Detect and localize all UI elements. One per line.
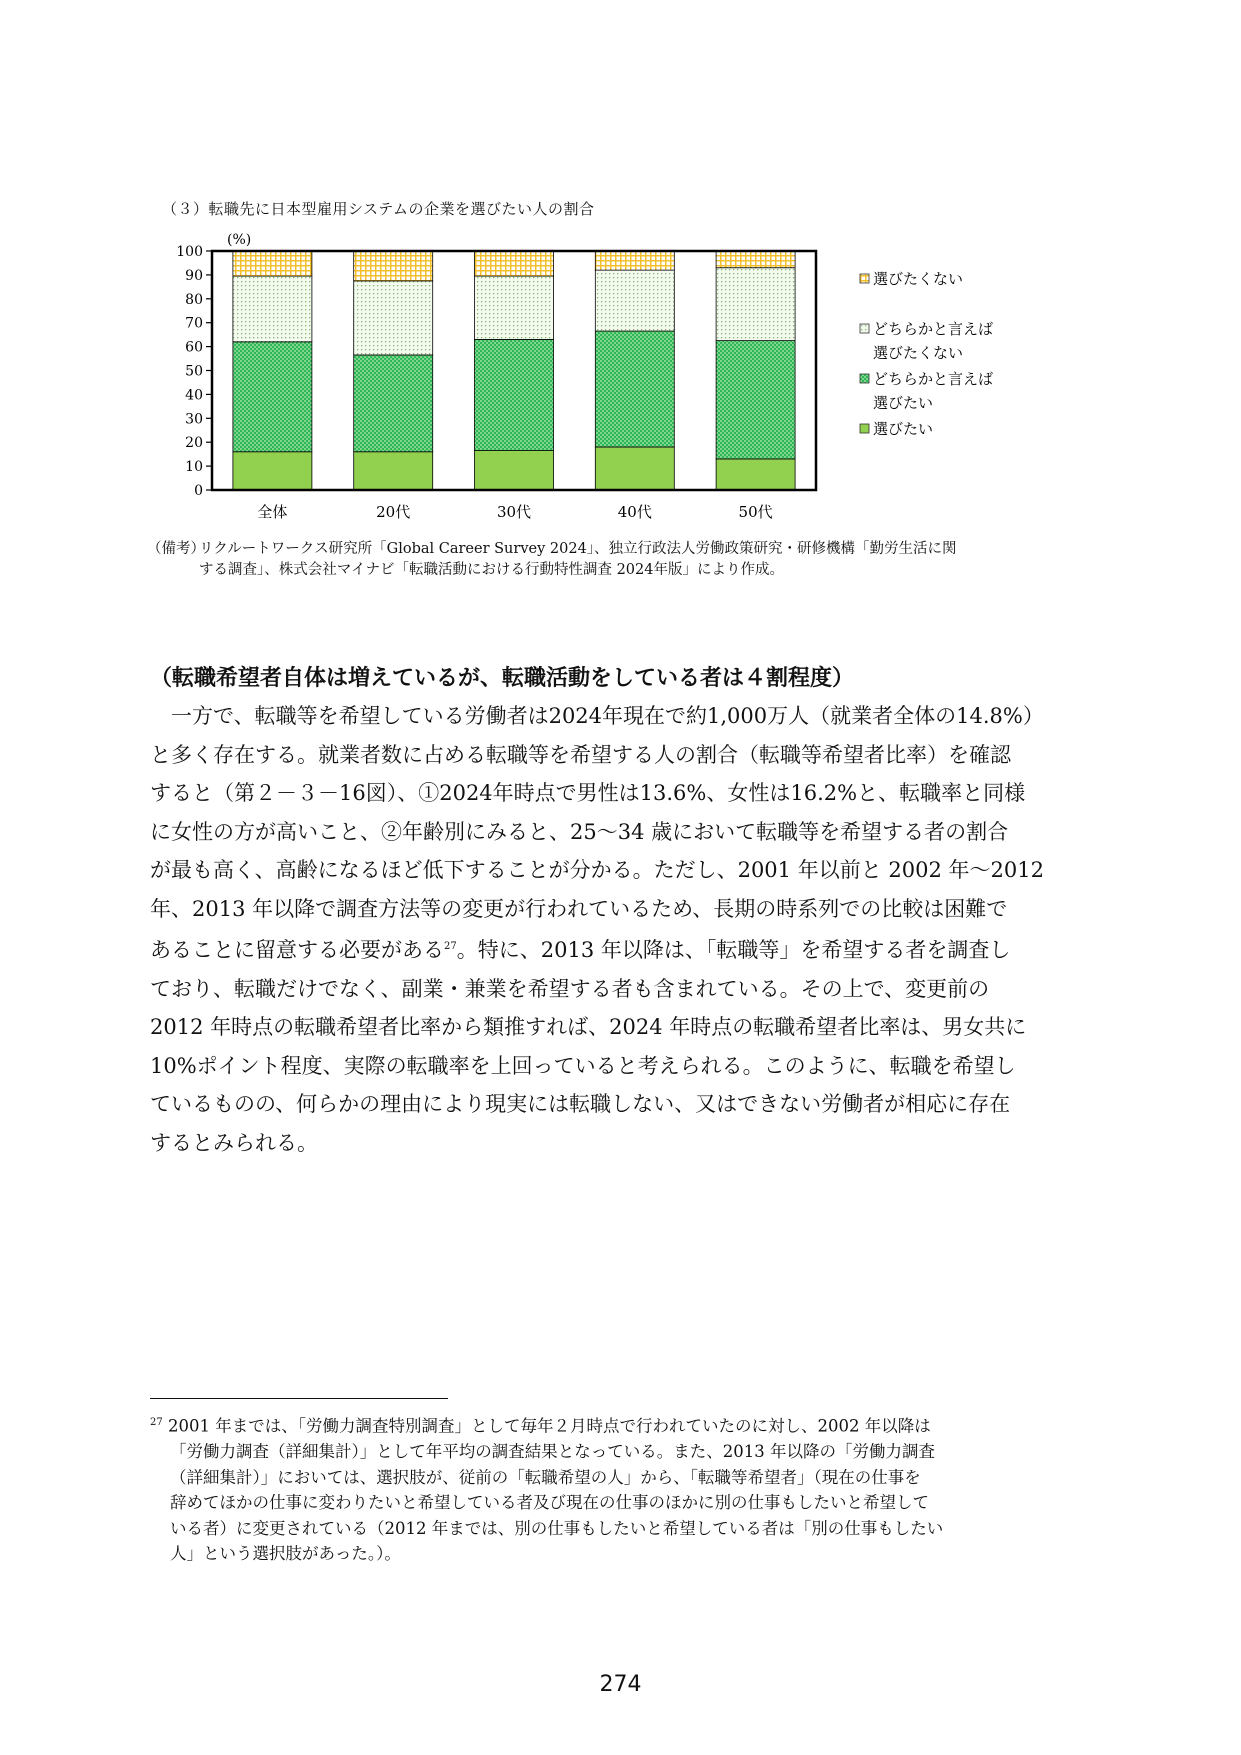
bar-segment-3 [716, 268, 795, 341]
bars-group [233, 251, 795, 490]
legend [860, 270, 993, 438]
x-axis [257, 503, 772, 521]
bar-segment-4 [716, 251, 795, 268]
page-number: 274 [599, 1672, 642, 1697]
x-tick-label: 20代 [376, 503, 411, 521]
y-tick-label: 80 [185, 291, 203, 308]
y-tick-label: 90 [185, 267, 203, 284]
y-tick-label: 50 [185, 363, 203, 380]
bar-segment-3 [475, 276, 554, 339]
bar-segment-1 [595, 447, 674, 490]
y-tick-label: 20 [185, 435, 203, 452]
x-tick-label: 全体 [257, 503, 288, 521]
section-heading: （転職希望者自体は増えているが、転職活動をしている者は４割程度） [150, 666, 855, 691]
x-tick-label: 50代 [738, 503, 773, 521]
bar-segment-3 [233, 276, 312, 342]
stacked-bar-chart [0, 0, 1241, 540]
source-note-line: する調査」、株式会社マイナビ「転職活動における行動特性調査 2024年版」により作成。 [199, 562, 784, 578]
legend-label: 選びたくない [873, 344, 964, 362]
legend-label: 選びたい [873, 420, 934, 438]
body-line: 2012 年時点の転職希望者比率から類推すれば、2024 年時点の転職希望者比率は、男女共に [150, 1015, 1027, 1039]
y-tick-label: 10 [185, 459, 203, 476]
body-line: 年、2013 年以降で調査方法等の変更が行われているため、長期の時系列での比較は困難で [150, 896, 1008, 921]
x-tick-label: 40代 [617, 503, 652, 521]
source-note-label: （備考） [147, 541, 205, 557]
footnote-text: 2001 年までは、「労働力調査特別調査」として毎年２月時点で行われていたのに対し、2002 年以降は [162, 1416, 931, 1436]
y-tick-label: 40 [185, 387, 203, 404]
legend-label: どちらかと言えば [873, 320, 994, 338]
y-tick-label: 0 [194, 483, 203, 499]
body-text-span: あることに留意する必要がある [150, 938, 444, 962]
body-paragraph [150, 697, 1100, 1162]
bar-segment-2 [354, 355, 433, 452]
y-unit-label: (%) [227, 232, 252, 248]
bar-segment-1 [716, 459, 795, 490]
body-line: ており、転職だけでなく、副業・兼業を希望する者も含まれている。その上で、変更前の [150, 976, 990, 1001]
bar-segment-1 [354, 452, 433, 490]
body-line: に女性の方が高いこと、②年齢別にみると、25～34 歳において転職等を希望する者の割合 [150, 819, 1009, 844]
y-axis [176, 244, 212, 499]
body-text-span: 。特に、2013 年以降は、「転職等」を希望する者を調査し [456, 938, 1011, 962]
legend-label: 選びたい [873, 394, 934, 412]
footnote-line: いる者）に変更されている（2012 年までは、別の仕事もしたいと希望している者は「別の仕事もしたい [170, 1518, 944, 1538]
source-note-line: リクルートワークス研究所「Global Career Survey 2024」、独立行政法人労働政策研究・研修機構「勤労生活に関 [199, 541, 957, 557]
x-tick-label: 30代 [496, 503, 532, 521]
legend-label: 選びたくない [873, 270, 964, 288]
bar-segment-1 [475, 451, 554, 490]
chart-title: （３）転職先に日本型雇用システムの企業を選びたい人の割合 [162, 200, 595, 218]
bar-segment-4 [354, 251, 433, 281]
legend-swatch [860, 274, 869, 283]
body-line: するとみられる。 [150, 1130, 318, 1155]
body-line: 10%ポイント程度、実際の転職率を上回っていると考えられる。このように、転職を希望し [150, 1053, 1016, 1078]
y-tick-label: 60 [185, 339, 203, 356]
bar-segment-2 [595, 331, 674, 447]
body-line: と多く存在する。就業者数に占める転職等を希望する人の割合（転職等希望者比率）を確認 [150, 742, 1011, 767]
body-line: 一方で、転職等を希望している労働者は2024年現在で約1,000万人（就業者全体の14.8%） [150, 704, 1044, 728]
source-note [199, 539, 1099, 581]
legend-swatch [860, 324, 869, 333]
legend-swatch [860, 424, 869, 433]
body-line: すると（第２－３－16図）、①2024年時点で男性は13.6%、女性は16.2%と、転職率と同様 [150, 781, 1026, 805]
footnote-line [150, 1410, 1090, 1439]
legend-label: どちらかと言えば [873, 370, 994, 388]
footnote [150, 1410, 1090, 1567]
legend-swatch [860, 374, 869, 383]
bar-segment-4 [595, 251, 674, 270]
body-line: ているものの、何らかの理由により現実には転職しない、又はできない労働者が相応に存在 [150, 1092, 1011, 1116]
footnote-line: （詳細集計）」においては、選択肢が、従前の「転職希望の人」から、「転職等希望者」（現在の仕事を [170, 1467, 921, 1487]
bar-segment-4 [475, 251, 554, 276]
footnote-line: 「労働力調査（詳細集計）」として年平均の調査結果となっている。また、2013 年以降の「労働力調査 [170, 1442, 935, 1461]
bar-segment-4 [233, 251, 312, 276]
footnote-number: 27 [150, 1417, 163, 1428]
bar-segment-2 [233, 342, 312, 452]
bar-segment-3 [595, 270, 674, 331]
y-tick-label: 100 [176, 244, 203, 260]
bar-segment-2 [716, 341, 795, 459]
y-tick-label: 70 [185, 315, 203, 332]
footnote-divider [150, 1398, 448, 1399]
footnote-line: 人」という選択肢があった。）。 [170, 1544, 401, 1563]
y-tick-label: 30 [185, 411, 203, 428]
bar-segment-1 [233, 452, 312, 490]
body-line: が最も高く、高齢になるほど低下することが分かる。ただし、2001 年以前と 2002 年～2012 [150, 858, 1044, 882]
bar-segment-3 [354, 281, 433, 355]
footnote-reference[interactable]: 27 [444, 941, 457, 952]
bar-segment-2 [475, 339, 554, 450]
footnote-line: 辞めてほかの仕事に変わりたいと希望している者及び現在の仕事のほかに別の仕事もしたいと希望して [170, 1493, 929, 1512]
body-line [150, 928, 1100, 970]
